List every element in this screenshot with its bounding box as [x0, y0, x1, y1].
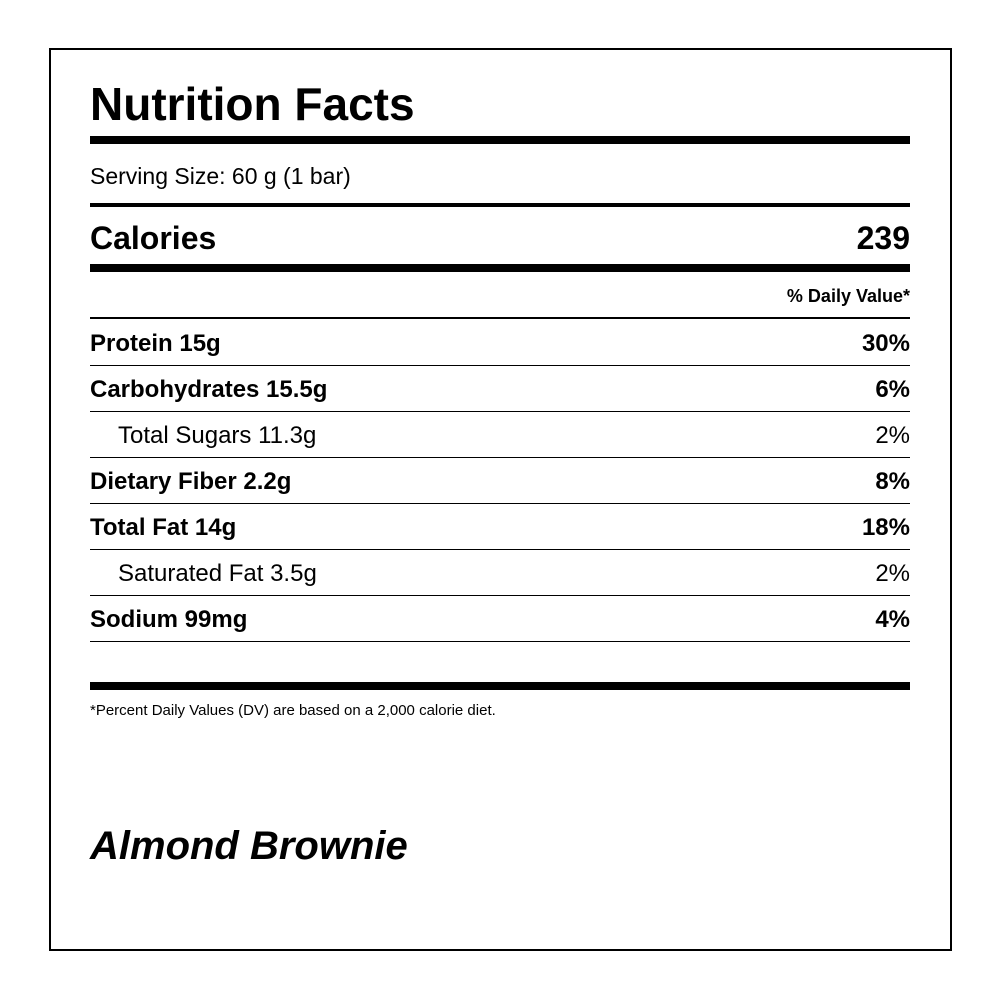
nutrient-daily-value: 2% [875, 560, 910, 587]
footnote-divider [90, 682, 910, 690]
nutrient-name: Carbohydrates 15.5g [90, 376, 328, 403]
label-title: Nutrition Facts [90, 78, 415, 130]
daily-value-header: % Daily Value* [786, 286, 910, 306]
nutrient-name: Protein 15g [90, 330, 221, 357]
serving-size: Serving Size: 60 g (1 bar) [90, 163, 351, 189]
nutrient-name: Saturated Fat 3.5g [118, 560, 317, 587]
nutrient-daily-value: 4% [875, 606, 910, 633]
nutrient-daily-value: 6% [875, 376, 910, 403]
daily-value-footnote: *Percent Daily Values (DV) are based on a 2,000 calorie diet. [90, 702, 496, 719]
nutrient-daily-value: 2% [875, 422, 910, 449]
calories-label: Calories [90, 220, 217, 256]
nutrient-name: Total Fat 14g [90, 514, 237, 541]
calories-value: 239 [856, 220, 910, 256]
nutrient-row-total-sugars [90, 412, 910, 458]
nutrient-row-sodium [90, 596, 910, 642]
calories-divider [90, 264, 910, 272]
nutrient-row-total-fat [90, 504, 910, 550]
nutrient-daily-value: 18% [861, 514, 910, 541]
nutrient-row-protein [90, 320, 910, 366]
nutrient-name: Total Sugars 11.3g [118, 422, 317, 449]
nutrient-name: Sodium 99mg [90, 606, 248, 633]
product-name: Almond Brownie [90, 824, 408, 868]
dv-header-divider [90, 317, 910, 319]
nutrient-daily-value: 8% [875, 468, 910, 495]
nutrient-row-carbohydrates [90, 366, 910, 412]
nutrient-name: Dietary Fiber 2.2g [90, 468, 292, 495]
serving-divider [90, 203, 910, 207]
nutrient-daily-value: 30% [861, 330, 910, 357]
nutrient-row-saturated-fat [90, 550, 910, 596]
nutrient-row-dietary-fiber [90, 458, 910, 504]
title-divider [90, 136, 910, 144]
